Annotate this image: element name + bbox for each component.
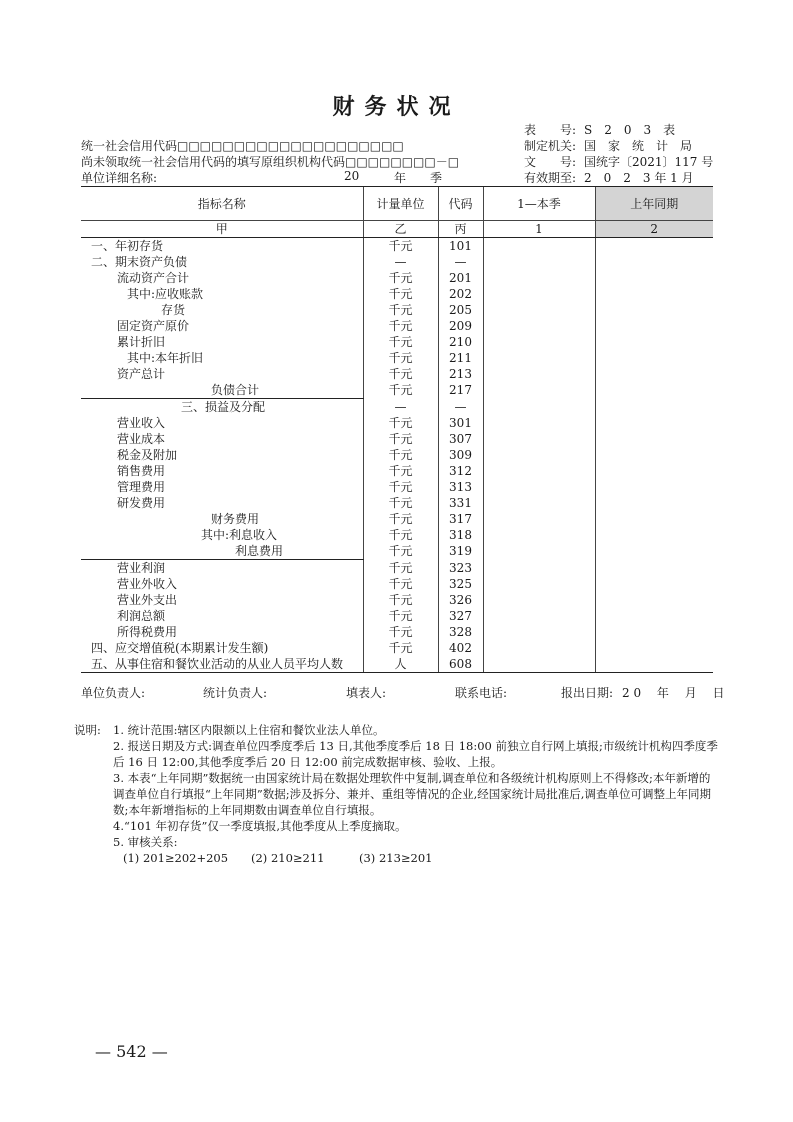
- period-prefix: 20: [344, 169, 360, 183]
- last-year-value-cell[interactable]: [595, 334, 713, 350]
- phone-label: 联系电话:: [455, 686, 508, 700]
- valid-until-value: 2 0 2 3 年 1 月: [584, 171, 694, 185]
- current-value-cell[interactable]: [483, 527, 595, 543]
- last-year-value-cell[interactable]: [595, 495, 713, 511]
- code-cell: 328: [438, 624, 483, 640]
- code-cell: 327: [438, 608, 483, 624]
- page-title: 财务状况: [332, 94, 461, 120]
- period-year-label: 年: [394, 171, 407, 185]
- unit-name-label: 单位详细名称:: [81, 171, 158, 185]
- current-value-cell[interactable]: [483, 302, 595, 318]
- last-year-value-cell[interactable]: [595, 270, 713, 286]
- unit-cell: 千元: [363, 238, 438, 255]
- code-cell: 213: [438, 366, 483, 382]
- last-year-value-cell[interactable]: [595, 399, 713, 416]
- indicator-name: 累计折旧: [117, 335, 166, 349]
- last-year-value-cell[interactable]: [595, 431, 713, 447]
- last-year-value-cell[interactable]: [595, 366, 713, 382]
- page-number: — 542 —: [95, 1042, 168, 1061]
- unit-cell: 千元: [363, 350, 438, 366]
- current-value-cell[interactable]: [483, 624, 595, 640]
- unit-cell: —: [363, 254, 438, 270]
- current-value-cell[interactable]: [483, 495, 595, 511]
- issuer-label: 制定机关:: [524, 139, 577, 153]
- report-date-value: 2 0 年 月 日: [622, 686, 725, 700]
- current-value-cell[interactable]: [483, 543, 595, 560]
- current-value-cell[interactable]: [483, 399, 595, 416]
- stat-head-label: 统计负责人:: [203, 686, 268, 700]
- current-value-cell[interactable]: [483, 640, 595, 656]
- indicator-name: 流动资产合计: [117, 271, 190, 285]
- note-item: 1. 统计范围:辖区内限额以上住宿和餐饮业法人单位。: [113, 723, 385, 737]
- financial-status-table: [81, 186, 713, 673]
- table-row: [81, 656, 713, 673]
- unit-cell: 千元: [363, 608, 438, 624]
- indicator-name: 利息费用: [81, 543, 363, 560]
- last-year-value-cell[interactable]: [595, 656, 713, 673]
- last-year-value-cell[interactable]: [595, 479, 713, 495]
- current-value-cell[interactable]: [483, 511, 595, 527]
- code-cell: 402: [438, 640, 483, 656]
- table-row: [81, 286, 713, 302]
- unit-cell: 千元: [363, 640, 438, 656]
- current-value-cell[interactable]: [483, 415, 595, 431]
- indicator-name: 研发费用: [117, 496, 166, 510]
- unit-cell: 千元: [363, 382, 438, 399]
- code-cell: 325: [438, 576, 483, 592]
- code-cell: 307: [438, 431, 483, 447]
- current-value-cell[interactable]: [483, 431, 595, 447]
- subcol-b: 乙: [363, 221, 438, 238]
- col-current-quarter: 1—本季: [483, 187, 595, 221]
- indicator-name: 财务费用: [211, 512, 260, 526]
- valid-until-label: 有效期至:: [524, 171, 577, 185]
- current-value-cell[interactable]: [483, 447, 595, 463]
- unit-cell: 千元: [363, 286, 438, 302]
- unit-head-label: 单位负责人:: [81, 686, 146, 700]
- last-year-value-cell[interactable]: [595, 608, 713, 624]
- unit-cell: 千元: [363, 479, 438, 495]
- credit-code-line: 统一社会信用代码□□□□□□□□□□□□□□□□□□□□: [81, 139, 404, 153]
- notes-label: 说明:: [74, 723, 101, 737]
- table-row: [81, 640, 713, 656]
- indicator-name: 其中:应收账款: [127, 287, 204, 301]
- unit-cell: 千元: [363, 334, 438, 350]
- last-year-value-cell[interactable]: [595, 592, 713, 608]
- table-row: [81, 415, 713, 431]
- unit-cell: 千元: [363, 270, 438, 286]
- last-year-value-cell[interactable]: [595, 254, 713, 270]
- indicator-name: 营业利润: [117, 561, 166, 575]
- indicator-name: 五、从事住宿和餐饮业活动的从业人员平均人数: [81, 656, 363, 673]
- note-item: 5. 审核关系:: [113, 835, 178, 849]
- indicator-name: 存货: [161, 303, 186, 317]
- check-rule: (3) 213≥201: [359, 851, 433, 865]
- code-cell: 319: [438, 543, 483, 560]
- unit-cell: 千元: [363, 366, 438, 382]
- table-row: [81, 447, 713, 463]
- code-cell: 326: [438, 592, 483, 608]
- indicator-name: 利润总额: [117, 609, 166, 623]
- indicator-name: 营业外收入: [117, 577, 178, 591]
- filler-label: 填表人:: [346, 686, 387, 700]
- current-value-cell[interactable]: [483, 656, 595, 673]
- last-year-value-cell[interactable]: [595, 447, 713, 463]
- indicator-name: 一、年初存货: [91, 239, 164, 253]
- table-row: [81, 543, 713, 560]
- code-cell: 301: [438, 415, 483, 431]
- current-value-cell[interactable]: [483, 318, 595, 334]
- table-row: [81, 495, 713, 511]
- code-cell: 318: [438, 527, 483, 543]
- unit-cell: —: [363, 399, 438, 416]
- table-row: [81, 302, 713, 318]
- unit-cell: 千元: [363, 302, 438, 318]
- form-no-value: S 2 0 3 表: [584, 123, 676, 137]
- subcol-1: 1: [483, 221, 595, 238]
- form-no-label: 表 号:: [524, 123, 577, 137]
- indicator-name: 其中:本年折旧: [127, 351, 204, 365]
- unit-cell: 千元: [363, 495, 438, 511]
- indicator-name: 固定资产原价: [117, 319, 190, 333]
- note-item: 2. 报送日期及方式:调查单位四季度季后 13 日,其他季度季后 18 日 18:00 前独立自行网上填报;市级统计机构四季度季后 16 日 12:00,其他季度季后 20 日 12:00 前完成数据审核、验收、上报。: [113, 739, 718, 769]
- col-last-year: 上年同期: [595, 187, 713, 221]
- table-row: [81, 608, 713, 624]
- last-year-value-cell[interactable]: [595, 318, 713, 334]
- col-code: 代码: [438, 187, 483, 221]
- last-year-value-cell[interactable]: [595, 463, 713, 479]
- unit-cell: 千元: [363, 415, 438, 431]
- last-year-value-cell[interactable]: [595, 350, 713, 366]
- current-value-cell[interactable]: [483, 334, 595, 350]
- table-row: [81, 624, 713, 640]
- current-value-cell[interactable]: [483, 254, 595, 270]
- table-row: [81, 527, 713, 543]
- current-value-cell[interactable]: [483, 238, 595, 255]
- current-value-cell[interactable]: [483, 286, 595, 302]
- code-cell: 101: [438, 238, 483, 255]
- current-value-cell[interactable]: [483, 270, 595, 286]
- unit-cell: 千元: [363, 560, 438, 577]
- table-row: [81, 318, 713, 334]
- last-year-value-cell[interactable]: [595, 415, 713, 431]
- last-year-value-cell[interactable]: [595, 238, 713, 255]
- table-row: [81, 270, 713, 286]
- current-value-cell[interactable]: [483, 576, 595, 592]
- last-year-value-cell[interactable]: [595, 382, 713, 399]
- code-cell: 210: [438, 334, 483, 350]
- unit-cell: 千元: [363, 576, 438, 592]
- table-row: [81, 463, 713, 479]
- table-row: [81, 254, 713, 270]
- code-cell: —: [438, 254, 483, 270]
- table-row: [81, 399, 713, 416]
- col-indicator-name: 指标名称: [81, 187, 363, 221]
- report-date-label: 报出日期:: [561, 686, 614, 700]
- last-year-value-cell[interactable]: [595, 624, 713, 640]
- current-value-cell[interactable]: [483, 608, 595, 624]
- doc-no-value: 国统字〔2021〕117 号: [584, 155, 714, 169]
- last-year-value-cell[interactable]: [595, 576, 713, 592]
- code-cell: 608: [438, 656, 483, 673]
- subcol-c: 丙: [438, 221, 483, 238]
- current-value-cell[interactable]: [483, 479, 595, 495]
- table-row: [81, 238, 713, 255]
- code-cell: 317: [438, 511, 483, 527]
- unit-cell: 千元: [363, 543, 438, 560]
- table-row: [81, 382, 713, 399]
- indicator-name: 税金及附加: [117, 448, 178, 462]
- table-row: [81, 431, 713, 447]
- indicator-name: 销售费用: [117, 464, 166, 478]
- last-year-value-cell[interactable]: [595, 543, 713, 560]
- indicator-name: 营业成本: [117, 432, 166, 446]
- indicator-name: 三、损益及分配: [181, 400, 266, 414]
- current-value-cell[interactable]: [483, 592, 595, 608]
- indicator-name: 其中:利息收入: [201, 528, 278, 542]
- code-cell: 309: [438, 447, 483, 463]
- code-cell: 323: [438, 560, 483, 577]
- current-value-cell[interactable]: [483, 382, 595, 399]
- code-cell: 211: [438, 350, 483, 366]
- current-value-cell[interactable]: [483, 463, 595, 479]
- code-cell: —: [438, 399, 483, 416]
- indicator-name: 资产总计: [117, 367, 166, 381]
- indicator-name: 营业外支出: [117, 593, 178, 607]
- table-row: [81, 576, 713, 592]
- table-row: [81, 366, 713, 382]
- indicator-name: 二、期末资产负债: [91, 255, 188, 269]
- current-value-cell[interactable]: [483, 366, 595, 382]
- issuer-value: 国 家 统 计 局: [584, 139, 693, 153]
- current-value-cell[interactable]: [483, 560, 595, 577]
- code-cell: 312: [438, 463, 483, 479]
- doc-no-label: 文 号:: [524, 155, 577, 169]
- unit-cell: 千元: [363, 463, 438, 479]
- check-rule: (2) 210≥211: [251, 851, 325, 865]
- subcol-a: 甲: [81, 221, 363, 238]
- last-year-value-cell[interactable]: [595, 302, 713, 318]
- unit-cell: 千元: [363, 624, 438, 640]
- last-year-value-cell[interactable]: [595, 527, 713, 543]
- unit-cell: 千元: [363, 431, 438, 447]
- code-cell: 217: [438, 382, 483, 399]
- table-row: [81, 334, 713, 350]
- code-cell: 209: [438, 318, 483, 334]
- note-item: 4.“101 年初存货”仅一季度填报,其他季度从上季度摘取。: [113, 819, 407, 833]
- last-year-value-cell[interactable]: [595, 286, 713, 302]
- org-code-line: 尚未领取统一社会信用代码的填写原组织机构代码□□□□□□□□－□: [81, 155, 460, 169]
- indicator-name: 所得税费用: [117, 625, 178, 639]
- code-cell: 331: [438, 495, 483, 511]
- unit-cell: 人: [363, 656, 438, 673]
- indicator-name: 四、应交增值税(本期累计发生额): [91, 641, 269, 655]
- unit-cell: 千元: [363, 592, 438, 608]
- code-cell: 202: [438, 286, 483, 302]
- last-year-value-cell[interactable]: [595, 640, 713, 656]
- unit-cell: 千元: [363, 511, 438, 527]
- unit-cell: 千元: [363, 447, 438, 463]
- table-row: [81, 511, 713, 527]
- indicator-name: 负债合计: [81, 382, 363, 399]
- indicator-name: 管理费用: [117, 480, 166, 494]
- table-row: [81, 479, 713, 495]
- last-year-value-cell[interactable]: [595, 511, 713, 527]
- table-row: [81, 560, 713, 577]
- check-rule: (1) 201≥202+205: [123, 851, 229, 865]
- unit-cell: 千元: [363, 527, 438, 543]
- subcol-2: 2: [595, 221, 713, 238]
- last-year-value-cell[interactable]: [595, 560, 713, 577]
- current-value-cell[interactable]: [483, 350, 595, 366]
- code-cell: 201: [438, 270, 483, 286]
- notes-section: [74, 722, 721, 866]
- col-unit: 计量单位: [363, 187, 438, 221]
- table-row: [81, 592, 713, 608]
- code-cell: 205: [438, 302, 483, 318]
- period-quarter-label: 季: [430, 171, 443, 185]
- indicator-name: 营业收入: [117, 416, 166, 430]
- table-row: [81, 350, 713, 366]
- code-cell: 313: [438, 479, 483, 495]
- note-item: 3. 本表“上年同期”数据统一由国家统计局在数据处理软件中复制,调查单位和各级统计机构原则上不得修改;本年新增的调查单位自行填报“上年同期”数据;涉及拆分、兼并、重组等情况的企业,经国家统计局批准后,调查单位可调整上年同期数;本年新增指标的上年同期数由调查单位自行填报。: [113, 771, 711, 817]
- unit-cell: 千元: [363, 318, 438, 334]
